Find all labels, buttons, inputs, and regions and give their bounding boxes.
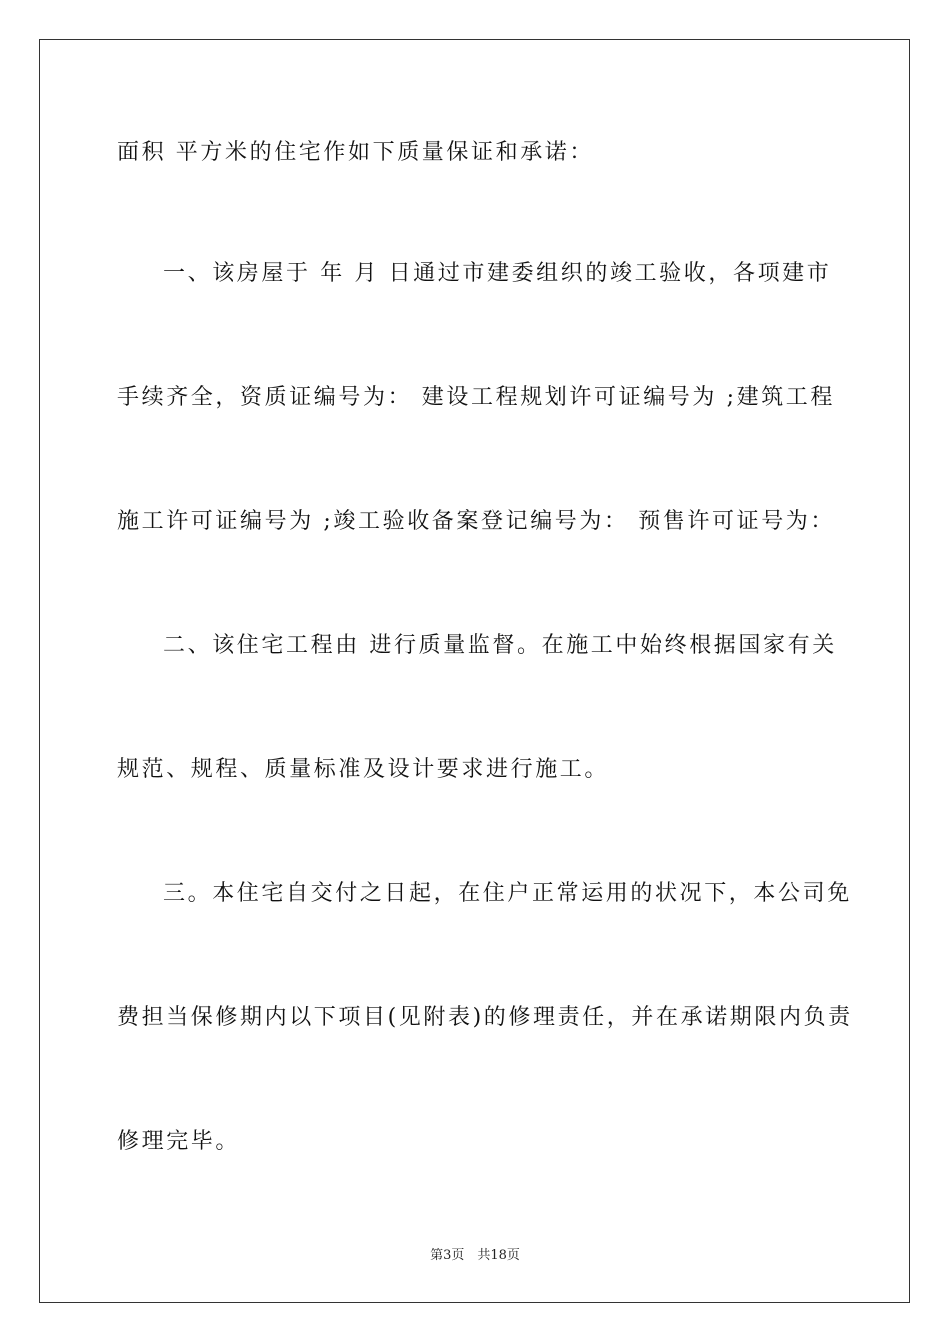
body-line-9: 修理完毕。 xyxy=(117,1129,241,1154)
body-line-4: 施工许可证编号为 ;竣工验收备案登记编号为： 预售许可证号为： xyxy=(117,509,836,534)
page-number-footer: 第3页 共18页 xyxy=(430,1248,520,1263)
body-line-8: 费担当保修期内以下项目(见附表)的修理责任，并在承诺期限内负责 xyxy=(117,1005,853,1030)
body-line-3: 手续齐全，资质证编号为： 建设工程规划许可证编号为 ;建筑工程 xyxy=(117,385,836,410)
page-border xyxy=(39,39,910,1303)
body-line-2: 一、该房屋于 年 月 日通过市建委组织的竣工验收，各项建市 xyxy=(163,261,832,286)
body-line-7: 三。本住宅自交付之日起，在住户正常运用的状况下，本公司免 xyxy=(163,881,852,906)
body-line-5: 二、该住宅工程由 进行质量监督。在施工中始终根据国家有关 xyxy=(163,633,837,658)
body-line-6: 规范、规程、质量标准及设计要求进行施工。 xyxy=(117,757,610,782)
body-line-1: 面积 平方米的住宅作如下质量保证和承诺： xyxy=(117,140,594,165)
